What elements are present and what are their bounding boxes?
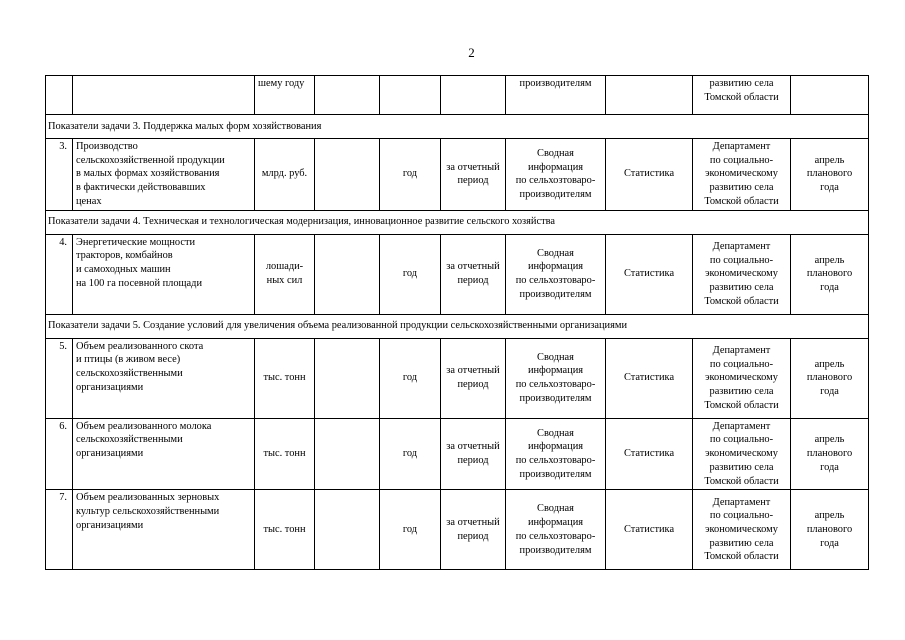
indicator-name-line: организациями <box>76 381 144 393</box>
source-line: Сводная <box>537 351 574 363</box>
source-line: информация <box>527 365 584 377</box>
unit-line: лошади- <box>265 261 304 273</box>
responsible-line: Томской области <box>704 399 779 411</box>
period-line: период <box>457 379 489 391</box>
source-cell <box>506 139 606 211</box>
cell-empty <box>315 338 380 418</box>
deadline-line: планового <box>806 448 853 460</box>
period-line: за отчетный <box>446 441 500 453</box>
section-header-row <box>46 115 869 139</box>
unit-line: тыс. тонн <box>263 372 306 384</box>
period-line: период <box>457 175 489 187</box>
source-line: по сельхозтоваро- <box>515 175 596 187</box>
source-cell <box>506 234 606 314</box>
source-cell <box>506 338 606 418</box>
responsible-line: Департамент <box>712 420 771 432</box>
indicator-name-line: и самоходных машин <box>76 264 171 276</box>
period-line: период <box>457 455 489 466</box>
responsible-line: по социально- <box>709 358 774 370</box>
source-line: Сводная <box>537 503 574 515</box>
responsible-line: по социально- <box>709 434 774 446</box>
source-line: по сельхозтоваро- <box>515 455 596 466</box>
table-row <box>46 338 869 418</box>
method-cell: Статистика <box>606 234 693 314</box>
deadline-line: апрель <box>814 154 845 166</box>
table-row <box>46 234 869 314</box>
unit-cell <box>255 490 315 570</box>
indicator-name-cell <box>73 139 255 211</box>
deadline-line: апрель <box>814 434 845 446</box>
source-line: Сводная <box>537 147 574 159</box>
unit-line: ных сил <box>266 275 303 287</box>
responsible-line: экономическому <box>705 448 778 460</box>
period-cell <box>441 139 506 211</box>
source-line: по сельхозтоваро- <box>515 530 596 542</box>
source-cell: производителям <box>506 76 606 115</box>
source-line: по сельхозтоваро- <box>515 379 596 391</box>
deadline-line: планового <box>806 372 853 384</box>
indicator-name-line: сельскохозяйственными <box>76 368 183 380</box>
method-cell: Статистика <box>606 338 693 418</box>
cell-empty <box>315 490 380 570</box>
source-cell <box>506 418 606 490</box>
responsible-line: развитию села <box>709 282 774 294</box>
cell-empty <box>46 76 73 115</box>
indicator-name-line: на 100 га посевной площади <box>76 277 203 289</box>
unit-cell <box>255 139 315 211</box>
source-line: информация <box>527 161 584 173</box>
row-number: 5. <box>46 338 73 418</box>
unit-cell <box>255 338 315 418</box>
periodicity-cell: год <box>380 490 441 570</box>
responsible-cell <box>693 234 791 314</box>
section-title: Показатели задачи 3. Поддержка малых форм хозяйствования <box>46 115 869 139</box>
period-line: за отчетный <box>446 161 500 173</box>
indicator-name-line: и птицы (в живом весе) <box>76 354 181 366</box>
cell-empty <box>73 76 255 115</box>
deadline-line: года <box>820 537 839 549</box>
source-line: Сводная <box>537 247 574 259</box>
responsible-line: развитию села <box>709 182 774 194</box>
responsible-line: по социально- <box>709 154 774 166</box>
indicator-name-line: культур сельскохозяйственными <box>76 506 220 518</box>
responsible-line: развитию села <box>709 78 774 89</box>
indicator-name-line: Объем реализованного молока <box>76 420 212 432</box>
source-line: Сводная <box>537 427 574 439</box>
responsible-line: Департамент <box>712 240 771 252</box>
deadline-cell <box>791 234 869 314</box>
responsible-line: Томской области <box>704 295 779 307</box>
cell-empty <box>380 76 441 115</box>
section-title: Показатели задачи 4. Техническая и технологическая модернизация, инновационное развитие сельского хозяйства <box>46 210 869 234</box>
periodicity-cell: год <box>380 418 441 490</box>
responsible-line: Томской области <box>704 551 779 563</box>
period-line: за отчетный <box>446 517 500 529</box>
indicator-name-line: в малых формах хозяйствования <box>76 168 220 180</box>
source-cell <box>506 490 606 570</box>
source-line: производителям <box>519 468 592 480</box>
period-line: за отчетный <box>446 365 500 377</box>
period-cell <box>441 418 506 490</box>
section-title: Показатели задачи 5. Создание условий для увеличения объема реализованной продукции сельскохозяйственными организациями <box>46 314 869 338</box>
responsible-line: Департамент <box>712 141 771 152</box>
page-number: 2 <box>468 45 475 60</box>
table-row <box>46 418 869 490</box>
deadline-cell <box>791 418 869 490</box>
method-cell: Статистика <box>606 418 693 490</box>
responsible-line: экономическому <box>705 372 778 384</box>
responsible-cell <box>693 490 791 570</box>
unit-cell <box>255 418 315 490</box>
source-line: информация <box>527 261 584 273</box>
table-row <box>46 490 869 570</box>
indicator-name-line: организациями <box>76 448 144 460</box>
responsible-cell <box>693 338 791 418</box>
deadline-line: апрель <box>814 254 845 266</box>
cell-empty <box>441 76 506 115</box>
responsible-line: Томской области <box>704 91 779 103</box>
period-cell <box>441 338 506 418</box>
indicator-name-cell <box>73 490 255 570</box>
row-number: 6. <box>46 418 73 490</box>
responsible-cell <box>693 76 791 115</box>
responsible-line: развитию села <box>709 537 774 549</box>
indicator-name-line: ценах <box>76 195 102 207</box>
responsible-cell <box>693 418 791 490</box>
cell-empty <box>315 76 380 115</box>
row-number: 7. <box>46 490 73 570</box>
period-line: период <box>457 530 489 542</box>
cell-empty <box>315 418 380 490</box>
deadline-cell <box>791 490 869 570</box>
responsible-line: экономическому <box>705 523 778 535</box>
indicator-name-line: в фактически действовавших <box>76 182 206 194</box>
deadline-line: апрель <box>814 510 845 522</box>
indicator-name-line: сельскохозяйственной продукции <box>76 154 225 166</box>
deadline-cell <box>791 139 869 211</box>
method-cell: Статистика <box>606 139 693 211</box>
indicator-name-line: организациями <box>76 519 144 531</box>
responsible-line: Томской области <box>704 195 779 207</box>
continuation-row <box>46 76 869 115</box>
source-line: производителям <box>519 189 592 201</box>
responsible-line: развитию села <box>709 386 774 398</box>
deadline-line: года <box>820 282 839 294</box>
period-cell <box>441 234 506 314</box>
unit-line: тыс. тонн <box>263 448 306 460</box>
responsible-line: по социально- <box>709 254 774 266</box>
indicators-table <box>45 75 869 570</box>
cell-empty <box>606 76 693 115</box>
indicator-name-line: тракторов, комбайнов <box>76 250 173 262</box>
indicator-name-cell <box>73 418 255 490</box>
method-cell: Статистика <box>606 490 693 570</box>
periodicity-cell: год <box>380 234 441 314</box>
cell-empty <box>791 76 869 115</box>
deadline-line: планового <box>806 168 853 180</box>
responsible-line: экономическому <box>705 268 778 280</box>
deadline-line: года <box>820 461 839 473</box>
source-line: информация <box>527 517 584 529</box>
row-number: 3. <box>46 139 73 211</box>
deadline-line: планового <box>806 268 853 280</box>
responsible-line: развитию села <box>709 461 774 473</box>
responsible-line: Департамент <box>712 496 771 508</box>
source-line: по сельхозтоваро- <box>515 275 596 287</box>
responsible-cell <box>693 139 791 211</box>
periodicity-cell: год <box>380 338 441 418</box>
source-line: производителям <box>519 392 592 404</box>
deadline-line: апрель <box>814 358 845 370</box>
indicator-name-line: сельскохозяйственными <box>76 434 183 446</box>
unit-cell: шему году <box>255 76 315 115</box>
responsible-line: по социально- <box>709 510 774 522</box>
cell-empty <box>315 139 380 211</box>
unit-cell <box>255 234 315 314</box>
unit-line: млрд. руб. <box>261 168 308 180</box>
deadline-line: года <box>820 182 839 194</box>
period-line: период <box>457 275 489 287</box>
indicator-name-line: Производство <box>76 141 138 152</box>
indicator-name-line: Объем реализованного скота <box>76 340 204 352</box>
source-line: производителям <box>519 288 592 300</box>
cell-empty <box>315 234 380 314</box>
deadline-line: планового <box>806 523 853 535</box>
period-cell <box>441 490 506 570</box>
source-line: информация <box>527 441 584 453</box>
period-line: за отчетный <box>446 261 500 273</box>
indicator-name-cell <box>73 234 255 314</box>
periodicity-cell: год <box>380 139 441 211</box>
indicator-name-cell <box>73 338 255 418</box>
section-header-row <box>46 314 869 338</box>
indicator-name-line: Объем реализованных зерновых <box>76 492 220 504</box>
indicator-name-line: Энергетические мощности <box>76 236 196 248</box>
deadline-cell <box>791 338 869 418</box>
responsible-line: экономическому <box>705 168 778 180</box>
deadline-line: года <box>820 386 839 398</box>
responsible-line: Томской области <box>704 475 779 487</box>
row-number: 4. <box>46 234 73 314</box>
unit-line: тыс. тонн <box>263 523 306 535</box>
source-line: производителям <box>519 544 592 556</box>
table-row <box>46 139 869 211</box>
section-header-row <box>46 210 869 234</box>
responsible-line: Департамент <box>712 344 771 356</box>
